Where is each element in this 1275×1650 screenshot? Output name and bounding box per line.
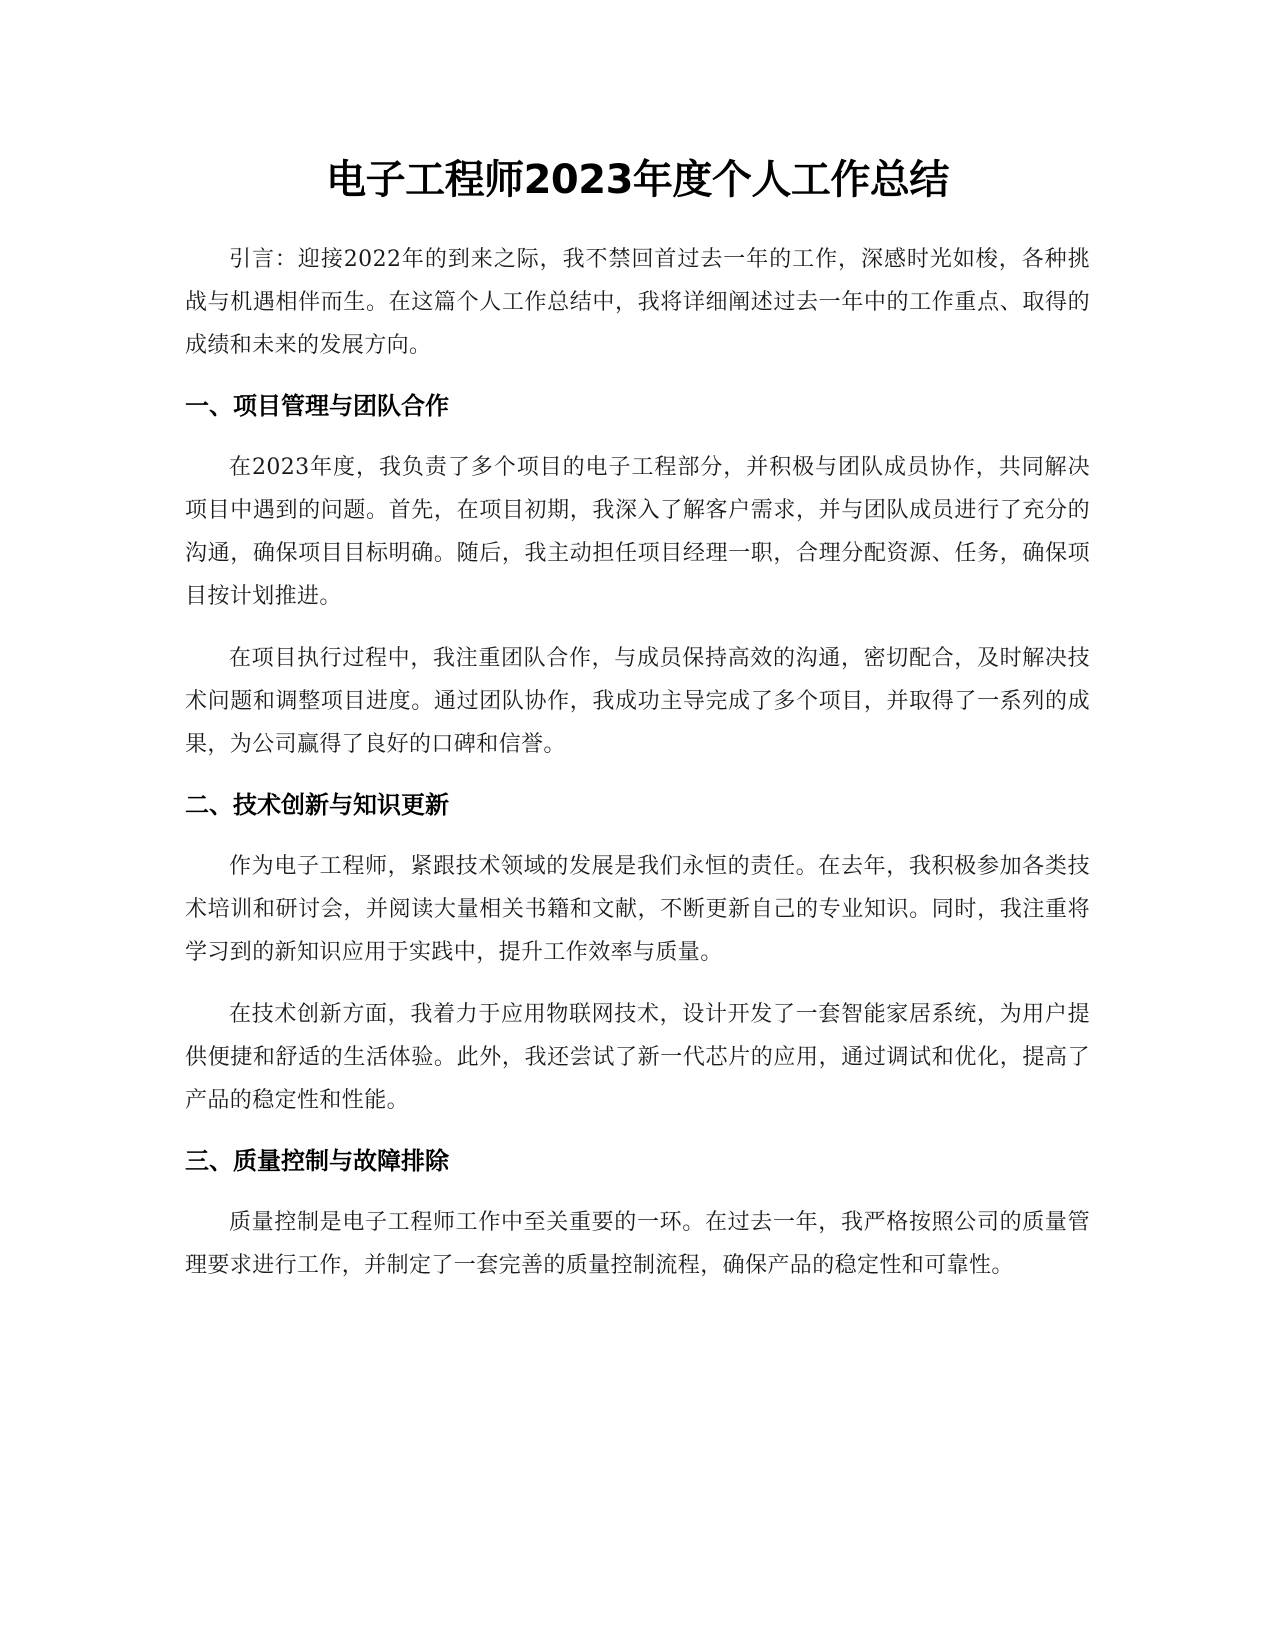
section-1-paragraph-1: 在2023年度，我负责了多个项目的电子工程部分，并积极与团队成员协作，共同解决项目中遇到的问题。首先，在项目初期，我深入了解客户需求，并与团队成员进行了充分的沟通，确保项目目标明确。随后，我主动担任项目经理一职，合理分配资源、任务，确保项目按计划推进。 [185, 455, 1090, 609]
section-heading-quality-control: 三、质量控制与故障排除 [185, 1147, 449, 1175]
section-2-paragraph-2: 在技术创新方面，我着力于应用物联网技术，设计开发了一套智能家居系统，为用户提供便捷和舒适的生活体验。此外，我还尝试了新一代芯片的应用，通过调试和优化，提高了产品的稳定性和性能。 [185, 1002, 1090, 1113]
section-3-paragraph-1: 质量控制是电子工程师工作中至关重要的一环。在过去一年，我严格按照公司的质量管理要求进行工作，并制定了一套完善的质量控制流程，确保产品的稳定性和可靠性。 [185, 1210, 1090, 1278]
intro-paragraph: 引言：迎接2022年的到来之际，我不禁回首过去一年的工作，深感时光如梭，各种挑战与机遇相伴而生。在这篇个人工作总结中，我将详细阐述过去一年中的工作重点、取得的成绩和未来的发展方向。 [185, 247, 1090, 358]
section-1-paragraph-2: 在项目执行过程中，我注重团队合作，与成员保持高效的沟通，密切配合，及时解决技术问题和调整项目进度。通过团队协作，我成功主导完成了多个项目，并取得了一系列的成果，为公司赢得了良好的口碑和信誉。 [185, 646, 1090, 757]
section-heading-project-management: 一、项目管理与团队合作 [185, 392, 449, 420]
section-2-paragraph-1: 作为电子工程师，紧跟技术领域的发展是我们永恒的责任。在去年，我积极参加各类技术培训和研讨会，并阅读大量相关书籍和文献，不断更新自己的专业知识。同时，我注重将学习到的新知识应用于实践中，提升工作效率与质量。 [185, 854, 1090, 965]
section-heading-tech-innovation: 二、技术创新与知识更新 [185, 791, 449, 819]
document-title: 电子工程师2023年度个人工作总结 [326, 157, 949, 203]
document-page [185, 0, 1090, 1287]
